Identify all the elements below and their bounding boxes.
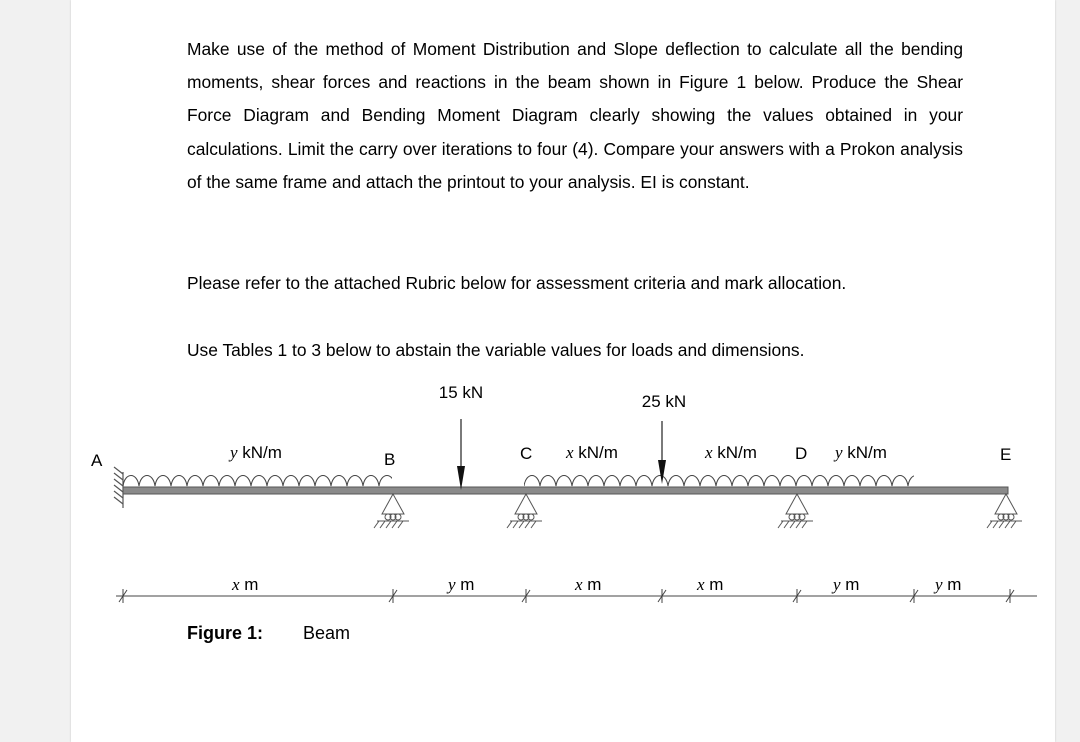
span-label-mid-e: y m [935,575,962,594]
udl-label-4: y kN/m [835,443,887,462]
span-label-b-load: y m [448,575,475,594]
point-load-label-2: 25 kN [641,392,687,411]
udl-label-1: y kN/m [230,443,282,462]
udl-symbols [123,476,924,487]
pin-support-d [778,494,813,528]
node-label-a: A [91,451,103,470]
span-label-load-d: x m [697,575,724,594]
pin-support-e [987,494,1022,528]
node-label-b: B [384,450,396,469]
span-label-ab: x m [232,575,259,594]
point-load-arrow-2 [658,421,666,484]
figure-caption-text: Beam [303,623,351,643]
instructions-paragraph: Make use of the method of Moment Distribution and Slope deflection to calculate all the bending moments, shear forces and reactions in the beam shown in Figure 1 below. Produce the Shear Force Diagram and Bending Moment Diagram clearly showing the values obtained in your calculations. Limit the carry over iterations to four (4). Compare your answers with a Prokon analysis of the same frame and attach the printout to your analysis. EI is constant. [187,39,963,192]
figure-caption-label: Figure 1: [187,623,264,643]
udl-label-2: x kN/m [566,443,618,462]
udl-label-3: x kN/m [705,443,757,462]
span-label-d-mid: y m [833,575,860,594]
node-label-e: E [1000,445,1012,464]
rubric-paragraph: Please refer to the attached Rubric below for assessment criteria and mark allocation. [187,273,847,293]
fixed-support-a [114,467,123,508]
beam [123,487,1008,494]
node-label-d: D [795,444,808,463]
span-label-c-load: x m [575,575,602,594]
tables-paragraph: Use Tables 1 to 3 below to abstain the variable values for loads and dimensions. [187,340,805,360]
node-label-c: C [520,444,533,463]
point-load-arrow-1 [457,419,465,490]
point-load-label-1: 15 kN [438,383,484,402]
pin-support-c [507,494,542,528]
pin-support-b [374,494,409,528]
